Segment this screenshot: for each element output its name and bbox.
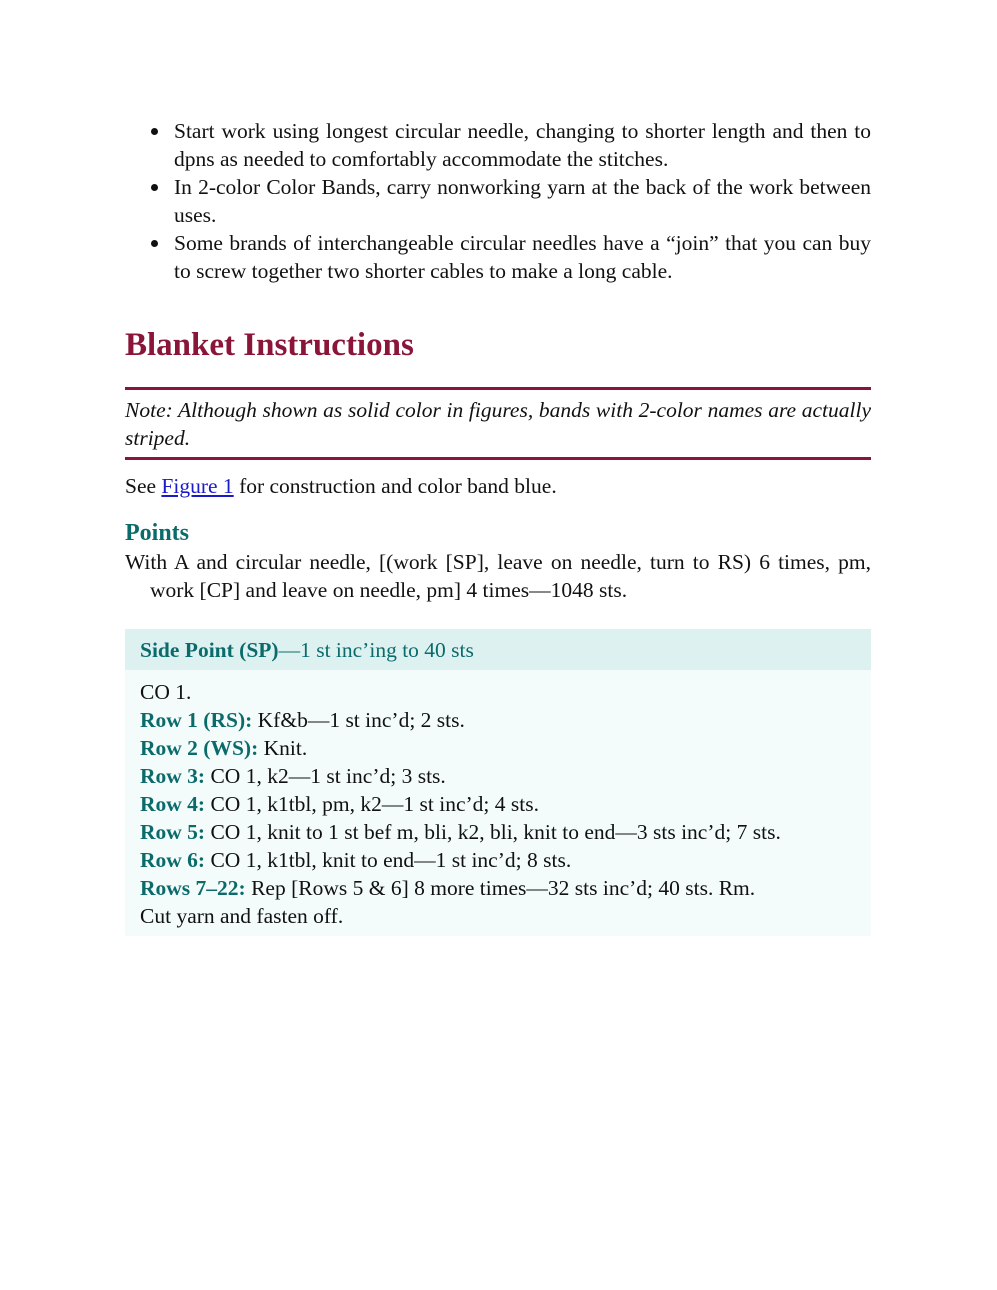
bullet-icon bbox=[151, 128, 158, 135]
list-item-text: Some brands of interchangeable circular needles have a “join” that you can buy to screw together two shorter cables to make a long cable. bbox=[174, 231, 871, 283]
row-text: CO 1, knit to 1 st bef m, bli, k2, bli, knit to end—3 sts inc’d; 7 sts. bbox=[205, 820, 781, 844]
section-title: Blanket Instructions bbox=[125, 327, 414, 363]
side-point-subtitle: —1 st inc’ing to 40 sts bbox=[278, 638, 474, 662]
list-item bbox=[125, 117, 871, 173]
row-text: Kf&b—1 st inc’d; 2 sts. bbox=[252, 708, 465, 732]
row-instruction bbox=[140, 734, 861, 762]
row-text: CO 1, k2—1 st inc’d; 3 sts. bbox=[205, 764, 446, 788]
row-label: Row 6: bbox=[140, 848, 206, 872]
side-point-title: Side Point (SP) bbox=[140, 638, 279, 662]
row-text: Rep [Rows 5 & 6] 8 more times—32 sts inc’d; 40 sts. Rm. bbox=[245, 876, 756, 900]
note-text: Note: Although shown as solid color in figures, bands with 2-color names are actually striped. bbox=[125, 398, 871, 450]
see-figure-line bbox=[125, 472, 871, 500]
row-label: Row 5: bbox=[140, 820, 206, 844]
list-item-text: In 2-color Color Bands, carry nonworking yarn at the back of the work between uses. bbox=[174, 175, 871, 227]
row-instruction bbox=[140, 762, 861, 790]
note-box bbox=[125, 387, 871, 460]
bullet-icon bbox=[151, 240, 158, 247]
list-item-text: Start work using longest circular needle, changing to shorter length and then to dpns as needed to comfortably accommodate the stitches. bbox=[174, 119, 871, 171]
row-text: Knit. bbox=[258, 736, 308, 760]
points-heading: Points bbox=[125, 520, 190, 546]
row-instruction bbox=[140, 790, 861, 818]
row-label: Row 3: bbox=[140, 764, 206, 788]
row-label: Row 4: bbox=[140, 792, 206, 816]
tips-list bbox=[125, 117, 871, 285]
row-label: Rows 7–22: bbox=[140, 876, 246, 900]
row-instruction bbox=[140, 846, 861, 874]
side-point-box bbox=[125, 629, 871, 936]
row-instruction bbox=[140, 706, 861, 734]
side-point-body bbox=[125, 670, 871, 936]
bullet-icon bbox=[151, 184, 158, 191]
see-prefix: See bbox=[125, 474, 162, 498]
list-item bbox=[125, 229, 871, 285]
row-instruction bbox=[140, 818, 861, 846]
document-page bbox=[125, 117, 871, 936]
row-text: CO 1, k1tbl, knit to end—1 st inc’d; 8 sts. bbox=[205, 848, 572, 872]
closing-line: Cut yarn and fasten off. bbox=[140, 904, 344, 928]
list-item bbox=[125, 173, 871, 229]
figure-1-link[interactable]: Figure 1 bbox=[161, 474, 234, 498]
row-label: Row 2 (WS): bbox=[140, 736, 259, 760]
points-instructions: With A and circular needle, [(work [SP], leave on needle, turn to RS) 6 times, pm, work [CP] and leave on needle, pm] 4 times—1048 sts. bbox=[125, 550, 871, 602]
cast-on-line: CO 1. bbox=[140, 680, 192, 704]
side-point-header bbox=[125, 629, 871, 670]
row-text: CO 1, k1tbl, pm, k2—1 st inc’d; 4 sts. bbox=[205, 792, 539, 816]
see-suffix: for construction and color band blue. bbox=[233, 474, 557, 498]
row-instruction bbox=[140, 874, 861, 902]
row-label: Row 1 (RS): bbox=[140, 708, 253, 732]
